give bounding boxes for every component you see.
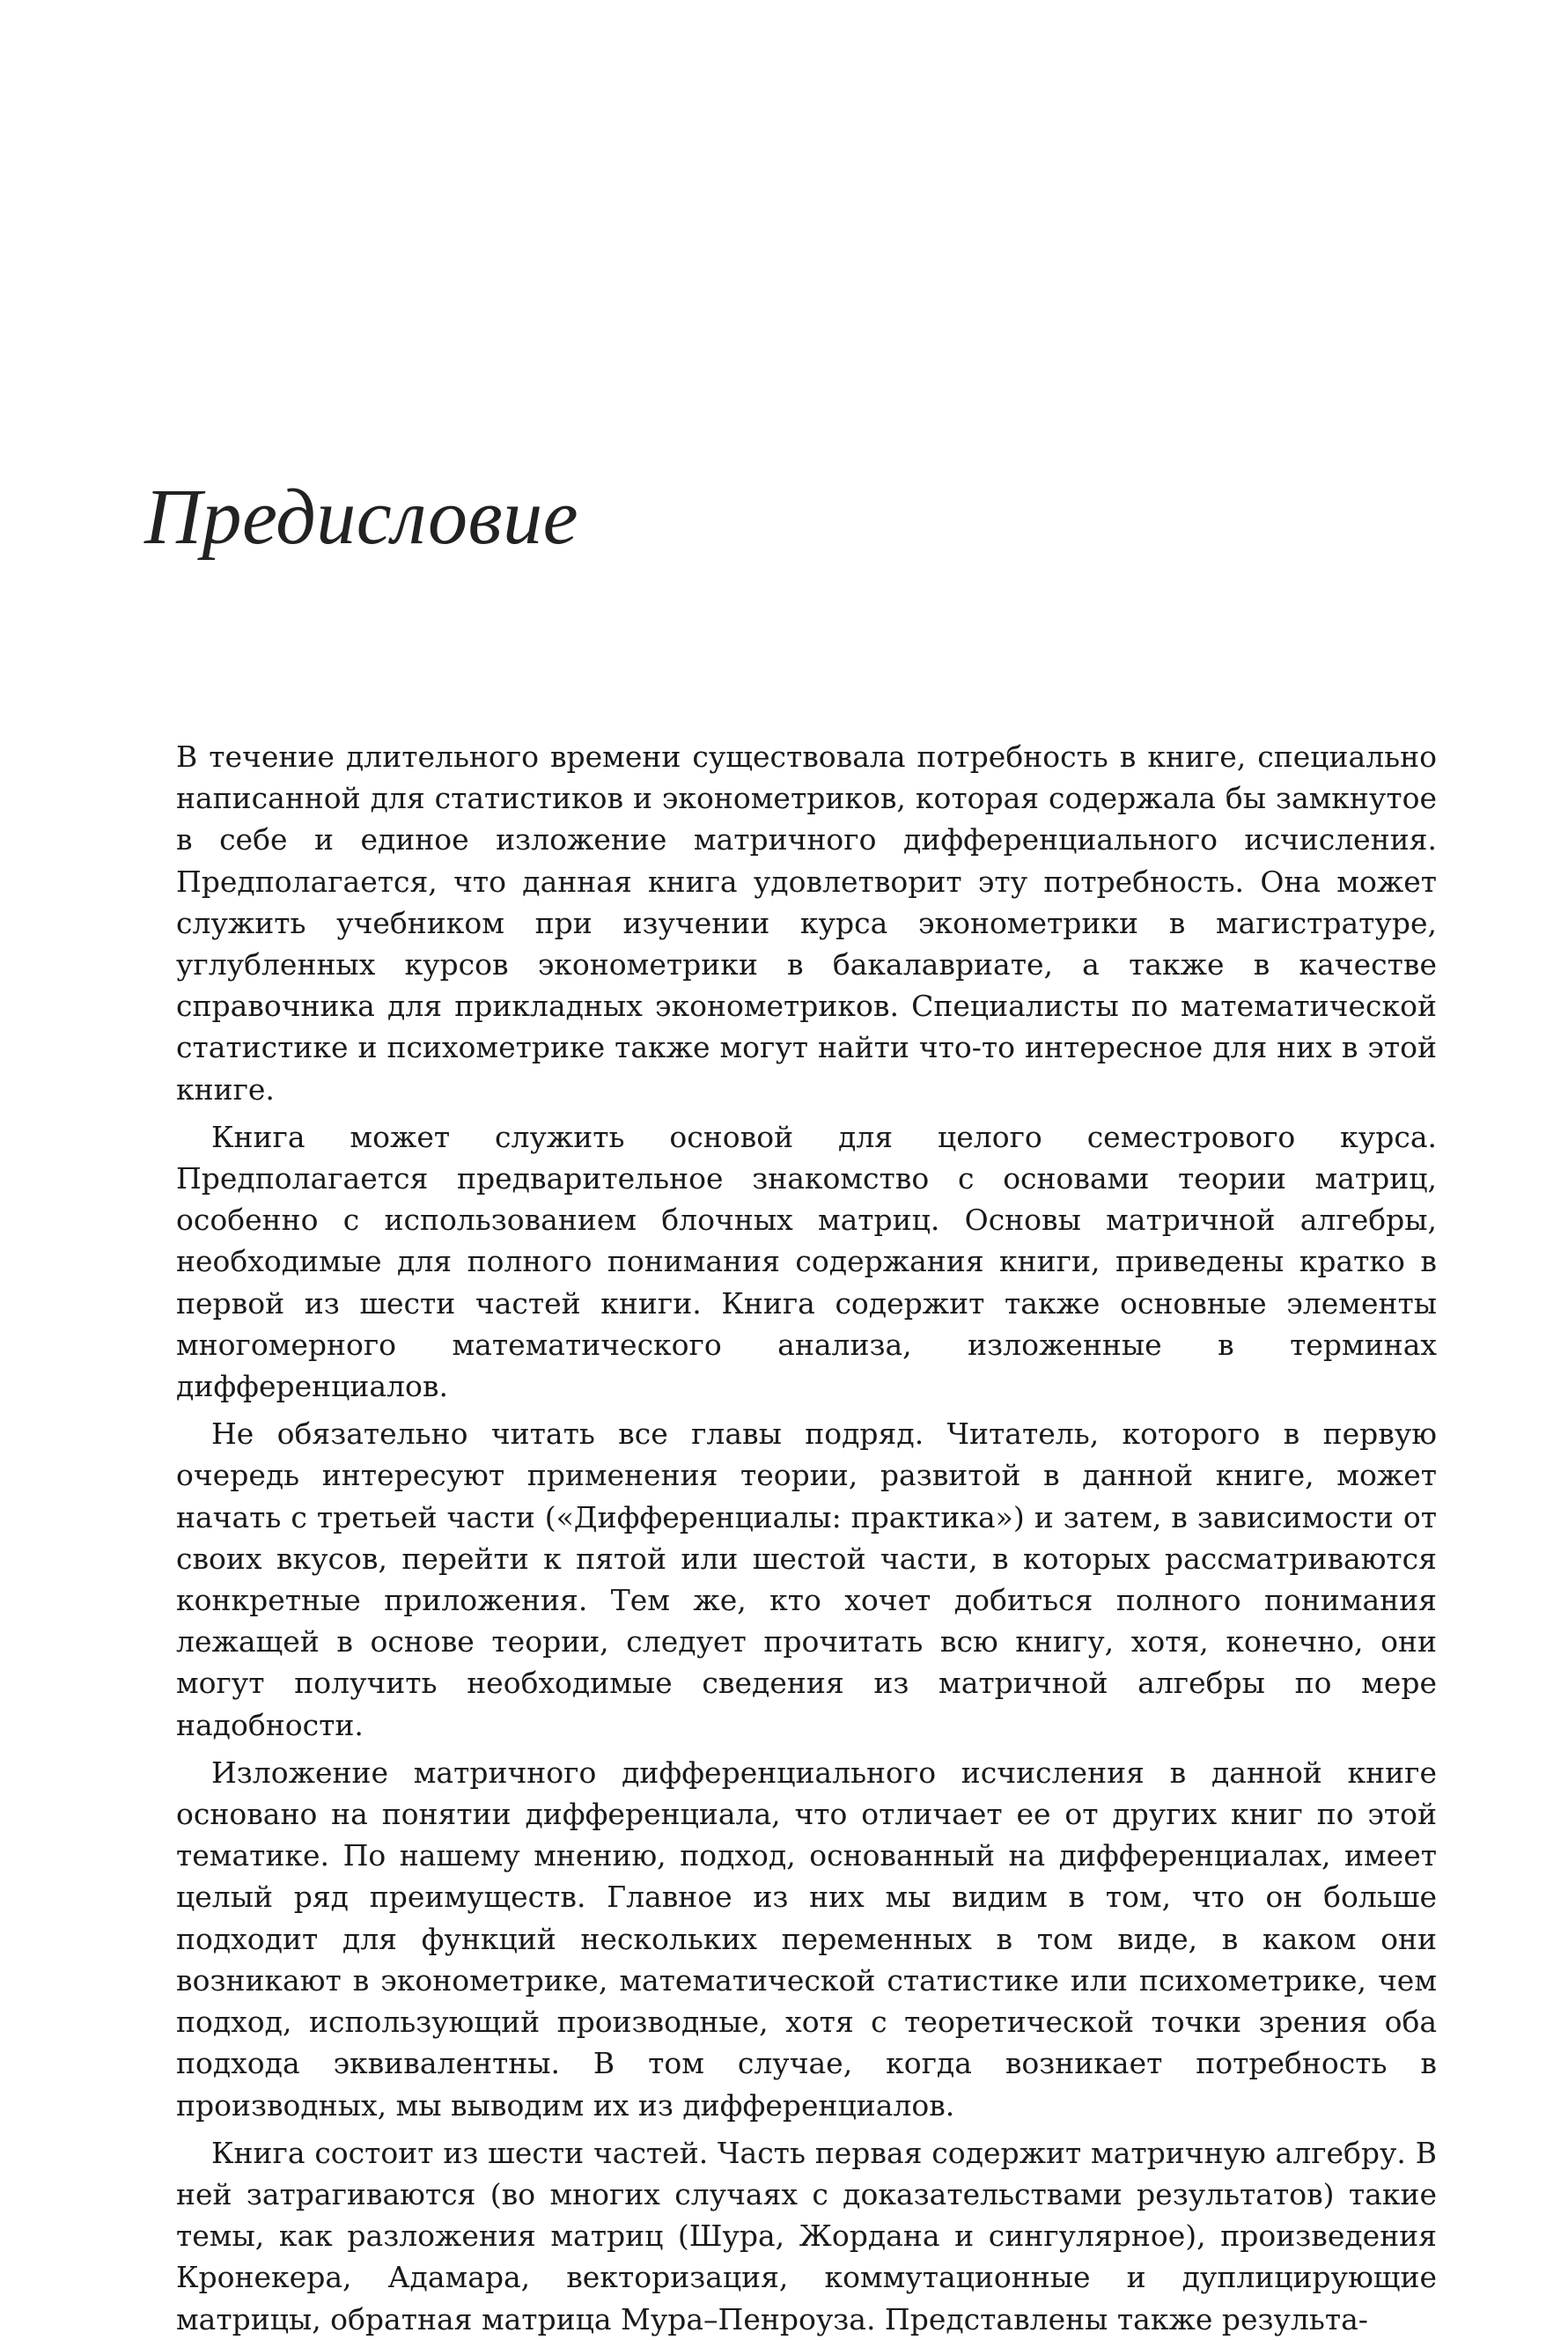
- paragraph-3: Не обязательно читать все главы подряд. Читатель, которого в первую очередь интересуют применения теории, развитой в данной книге, может начать с третьей части («Дифференциалы: практика») и затем, в зависимости от своих вкусов, перейти к пятой или шестой части, в которых рассматриваются конкретные приложения. Тем же, кто хочет добиться полного понимания лежащей в основе теории, следует прочитать всю книгу, хотя, конечно, они могут получить необходимые сведения из матричной алгебры по мере надобности.: [176, 1417, 1437, 1742]
- paragraph-4: Изложение матричного дифференциального исчисления в данной книге основано на понятии дифференциала, что отличает ее от других книг по этой тематике. По нашему мнению, подход, основанный на дифференциалах, имеет целый ряд преимуществ. Главное из них мы видим в том, что он больше подходит для функций нескольких переменных в том виде, в каком они возникают в эконометрике, математической статистике или психометрике, чем подход, использующий производные, хотя с теоретической точки зрения оба подхода эквивалентны. В том случае, когда возникает потребность в производных, мы выводим их из дифференциалов.: [176, 1755, 1437, 2123]
- preface-body: [176, 736, 1437, 2340]
- chapter-title: Предисловие: [144, 474, 579, 561]
- paragraph-5: Книга состоит из шести частей. Часть первая содержит матричную алгебру. В ней затрагиваются (во многих случаях с доказательствами результатов) такие темы, как разложения матриц (Шура, Жордана и сингулярное), произведения Кронекера, Адамара, векторизация, коммутационные и дуплицирующие матрицы, обратная матрица Мура–Пенроуза. Представлены также результа-: [176, 2135, 1437, 2336]
- paragraph-1: В течение длительного времени существовала потребность в книге, специально написанной для статистиков и эконометриков, которая содержала бы замкнутое в себе и единое изложение матричного дифференциального исчисления. Предполагается, что данная книга удовлетворит эту потребность. Она может служить учебником при изучении курса эконометрики в магистратуре, углубленных курсов эконометрики в бакалавриате, а также в качестве справочника для прикладных эконометриков. Специалисты по математической статистике и психометрике также могут найти что-то интересное для них в этой книге.: [176, 740, 1437, 1107]
- paragraph-2: Книга может служить основой для целого семестрового курса. Предполагается предварительное знакомство с основами теории матриц, особенно с использованием блочных матриц. Основы матричной алгебры, необходимые для полного понимания содержания книги, приведены кратко в первой из шести частей книги. Книга содержит также основные элементы многомерного математического анализа, изложенные в терминах дифференциалов.: [176, 1119, 1437, 1404]
